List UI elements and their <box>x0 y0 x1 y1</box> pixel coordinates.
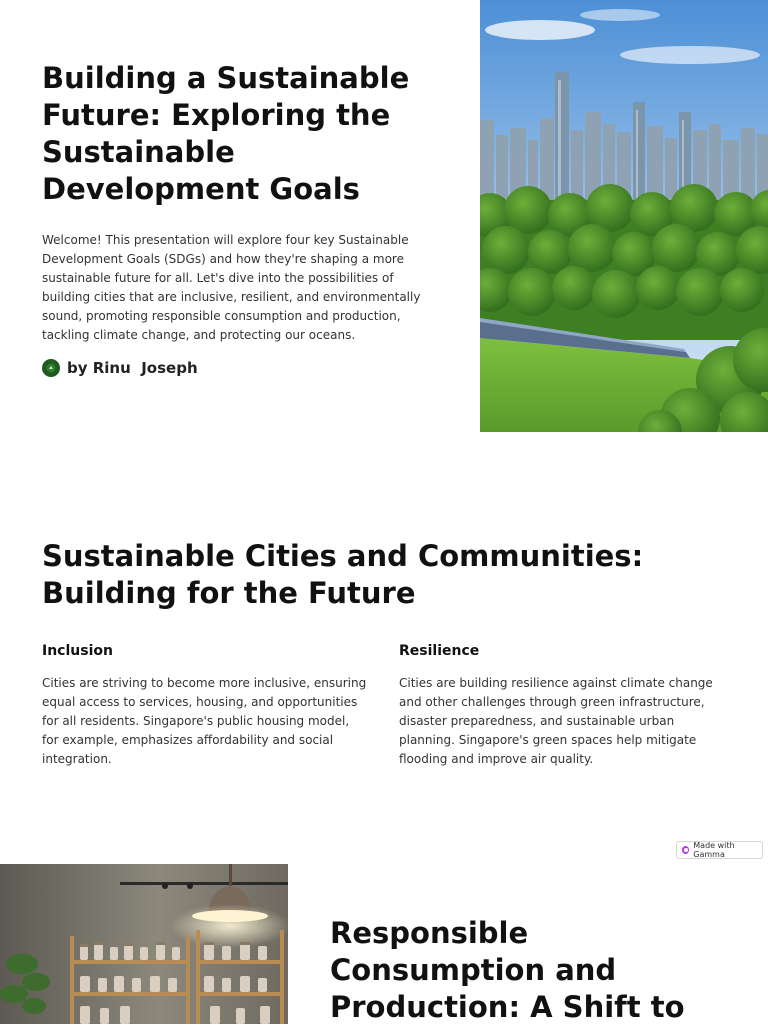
intro-paragraph: Welcome! This presentation will explore four key Sustainable Development Goals (SDGs) and how they're shaping a more sustainable future for all. Let's dive into the possibilities of building cities that are inclusive, resilient, and environmentally sound, promoting responsible consumption and production, tackling climate change, and protecting our oceans. <box>42 233 421 342</box>
column-heading: Resilience <box>399 643 480 659</box>
author-byline <box>42 359 442 377</box>
section-title: Responsible Consumption and Production: A Shift to <box>330 916 685 1024</box>
inclusion-column <box>42 641 367 769</box>
section-title: Sustainable Cities and Communities: Building for the Future <box>42 539 644 610</box>
author-name: by Rinu Joseph <box>67 359 198 377</box>
store-shelves-image <box>0 864 288 1024</box>
column-body: Cities are striving to become more inclusive, ensuring equal access to services, housing, and opportunities for all residents. Singapore's public housing model, for example, emphasizes affordability and social integration. <box>42 676 367 766</box>
page-title: Building a Sustainable Future: Exploring the Sustainable Development Goals <box>42 61 410 206</box>
consumption-section <box>0 864 768 1024</box>
title-section <box>0 0 768 432</box>
title-text-block <box>42 60 442 377</box>
made-with-gamma-badge[interactable] <box>676 841 763 859</box>
column-heading: Inclusion <box>42 643 113 659</box>
city-forest-image <box>480 0 768 432</box>
resilience-column <box>399 641 724 769</box>
column-body: Cities are building resilience against climate change and other challenges through green infrastructure, disaster preparedness, and sustainable urban planning. Singapore's green spaces help mitigate flooding and improve air quality. <box>399 676 713 766</box>
avatar <box>42 359 60 377</box>
badge-label: Made with Gamma <box>693 841 735 859</box>
gamma-logo-icon <box>682 846 689 854</box>
